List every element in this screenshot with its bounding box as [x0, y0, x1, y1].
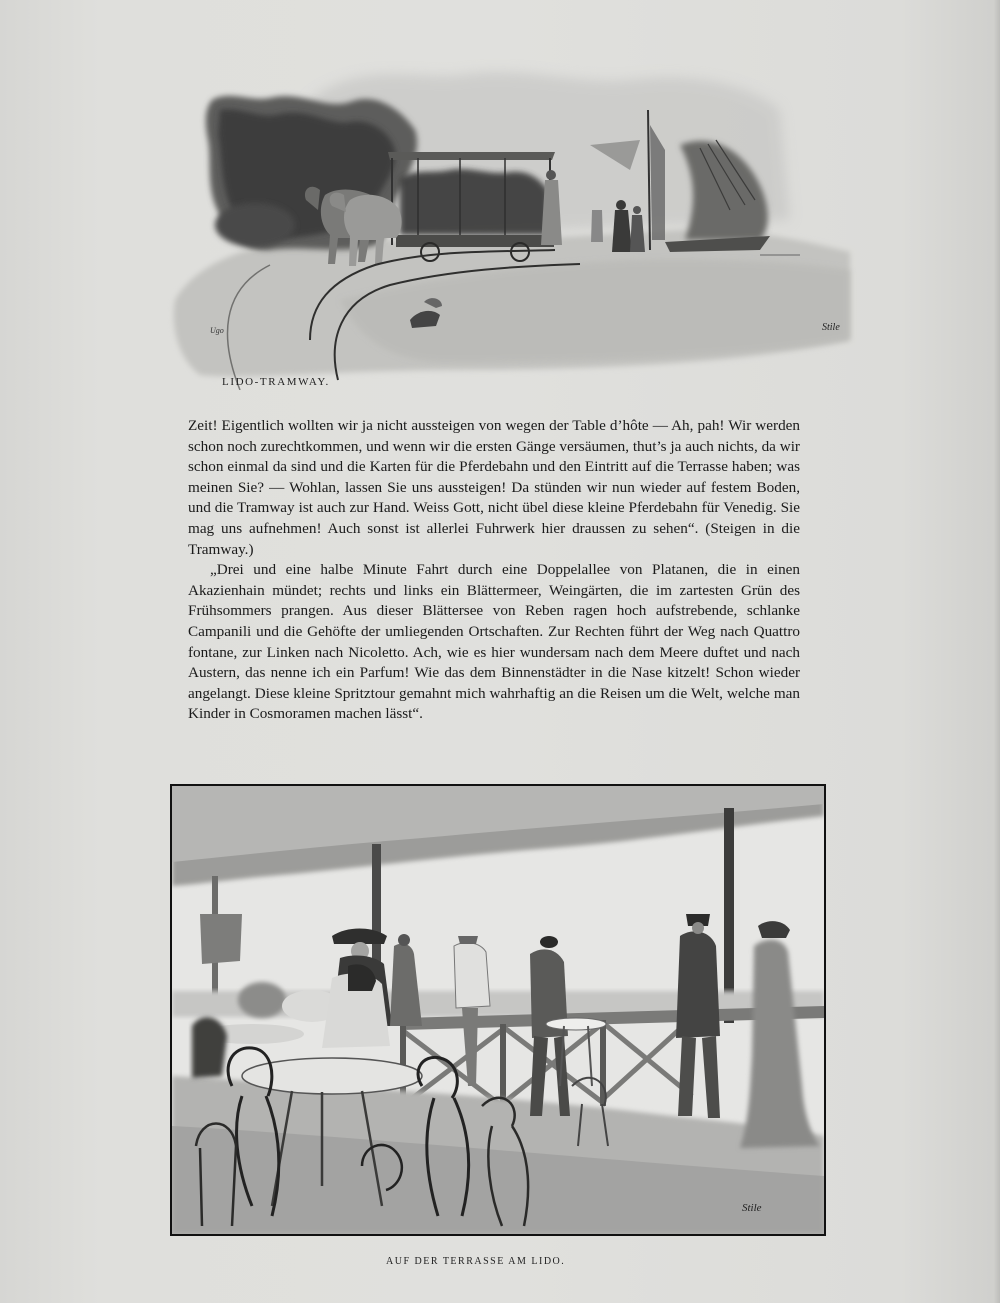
caption-terrace-lido: AUF DER TERRASSE AM LIDO. [386, 1256, 566, 1267]
paragraph: „Drei und eine halbe Minute Fahrt durch eine Doppelallee von Platanen, die in einen Akazienhain mündet; rechts und links ein Blättermeer, Weingärten, die im zartesten Grün des Frühsommers prangen. Aus dieser Blättersee von Reben ragen hoch aufstrebende, schlanke Campanili und die Gehöfte der umliegenden Ortschaften. Zur Rechten führt der Weg nach Quattro fontane, zur Linken nach Nicoletto. Ach, wie es hier wundersam nach dem Meere duftet und nach Austern, das nenne ich ein Parfum! Wie das dem Binnenstädter in die Nase kitzelt! Schon wieder angelangt. Diese kleine Spritztour gemahnt mich wahrhaftig an die Reisen um die Welt, welche man Kinder in Cosmoramen machen lässt“. [188, 561, 800, 723]
terrace-drawing [172, 786, 824, 1234]
lido-tramway-illustration [160, 40, 865, 390]
artist-signature: Stile [742, 1202, 762, 1214]
artist-signature: Stile [822, 322, 840, 333]
caption-lido-tramway: LIDO-TRAMWAY. [222, 376, 330, 388]
page-edge [994, 0, 1000, 1303]
article-body [188, 416, 800, 725]
tramway-drawing [160, 40, 865, 390]
terrace-illustration [170, 784, 826, 1236]
paragraph: Zeit! Eigentlich wollten wir ja nicht aussteigen von wegen der Table d’hôte — Ah, pah! Wir werden schon noch zurechtkommen, und wenn wir die ersten Gänge versäumen, thut’s ja auch nichts, da wir schon einmal da sind und die Karten für die Pferdebahn und den Eintritt auf die Terrasse haben; was meinen Sie? — Wohlan, lassen Sie uns aussteigen! Da stünden wir nun wieder auf festem Boden, und die Tramway ist auch zur Hand. Weiss Gott, nicht übel diese kleine Pferdebahn für Venedig. Sie mag uns aufnehmen! Auch sonst ist allerlei Fuhrwerk hier draussen zu sehen“. (Steigen in die Tramway.) [188, 417, 800, 558]
artist-mark-left: Ugo [210, 326, 224, 335]
